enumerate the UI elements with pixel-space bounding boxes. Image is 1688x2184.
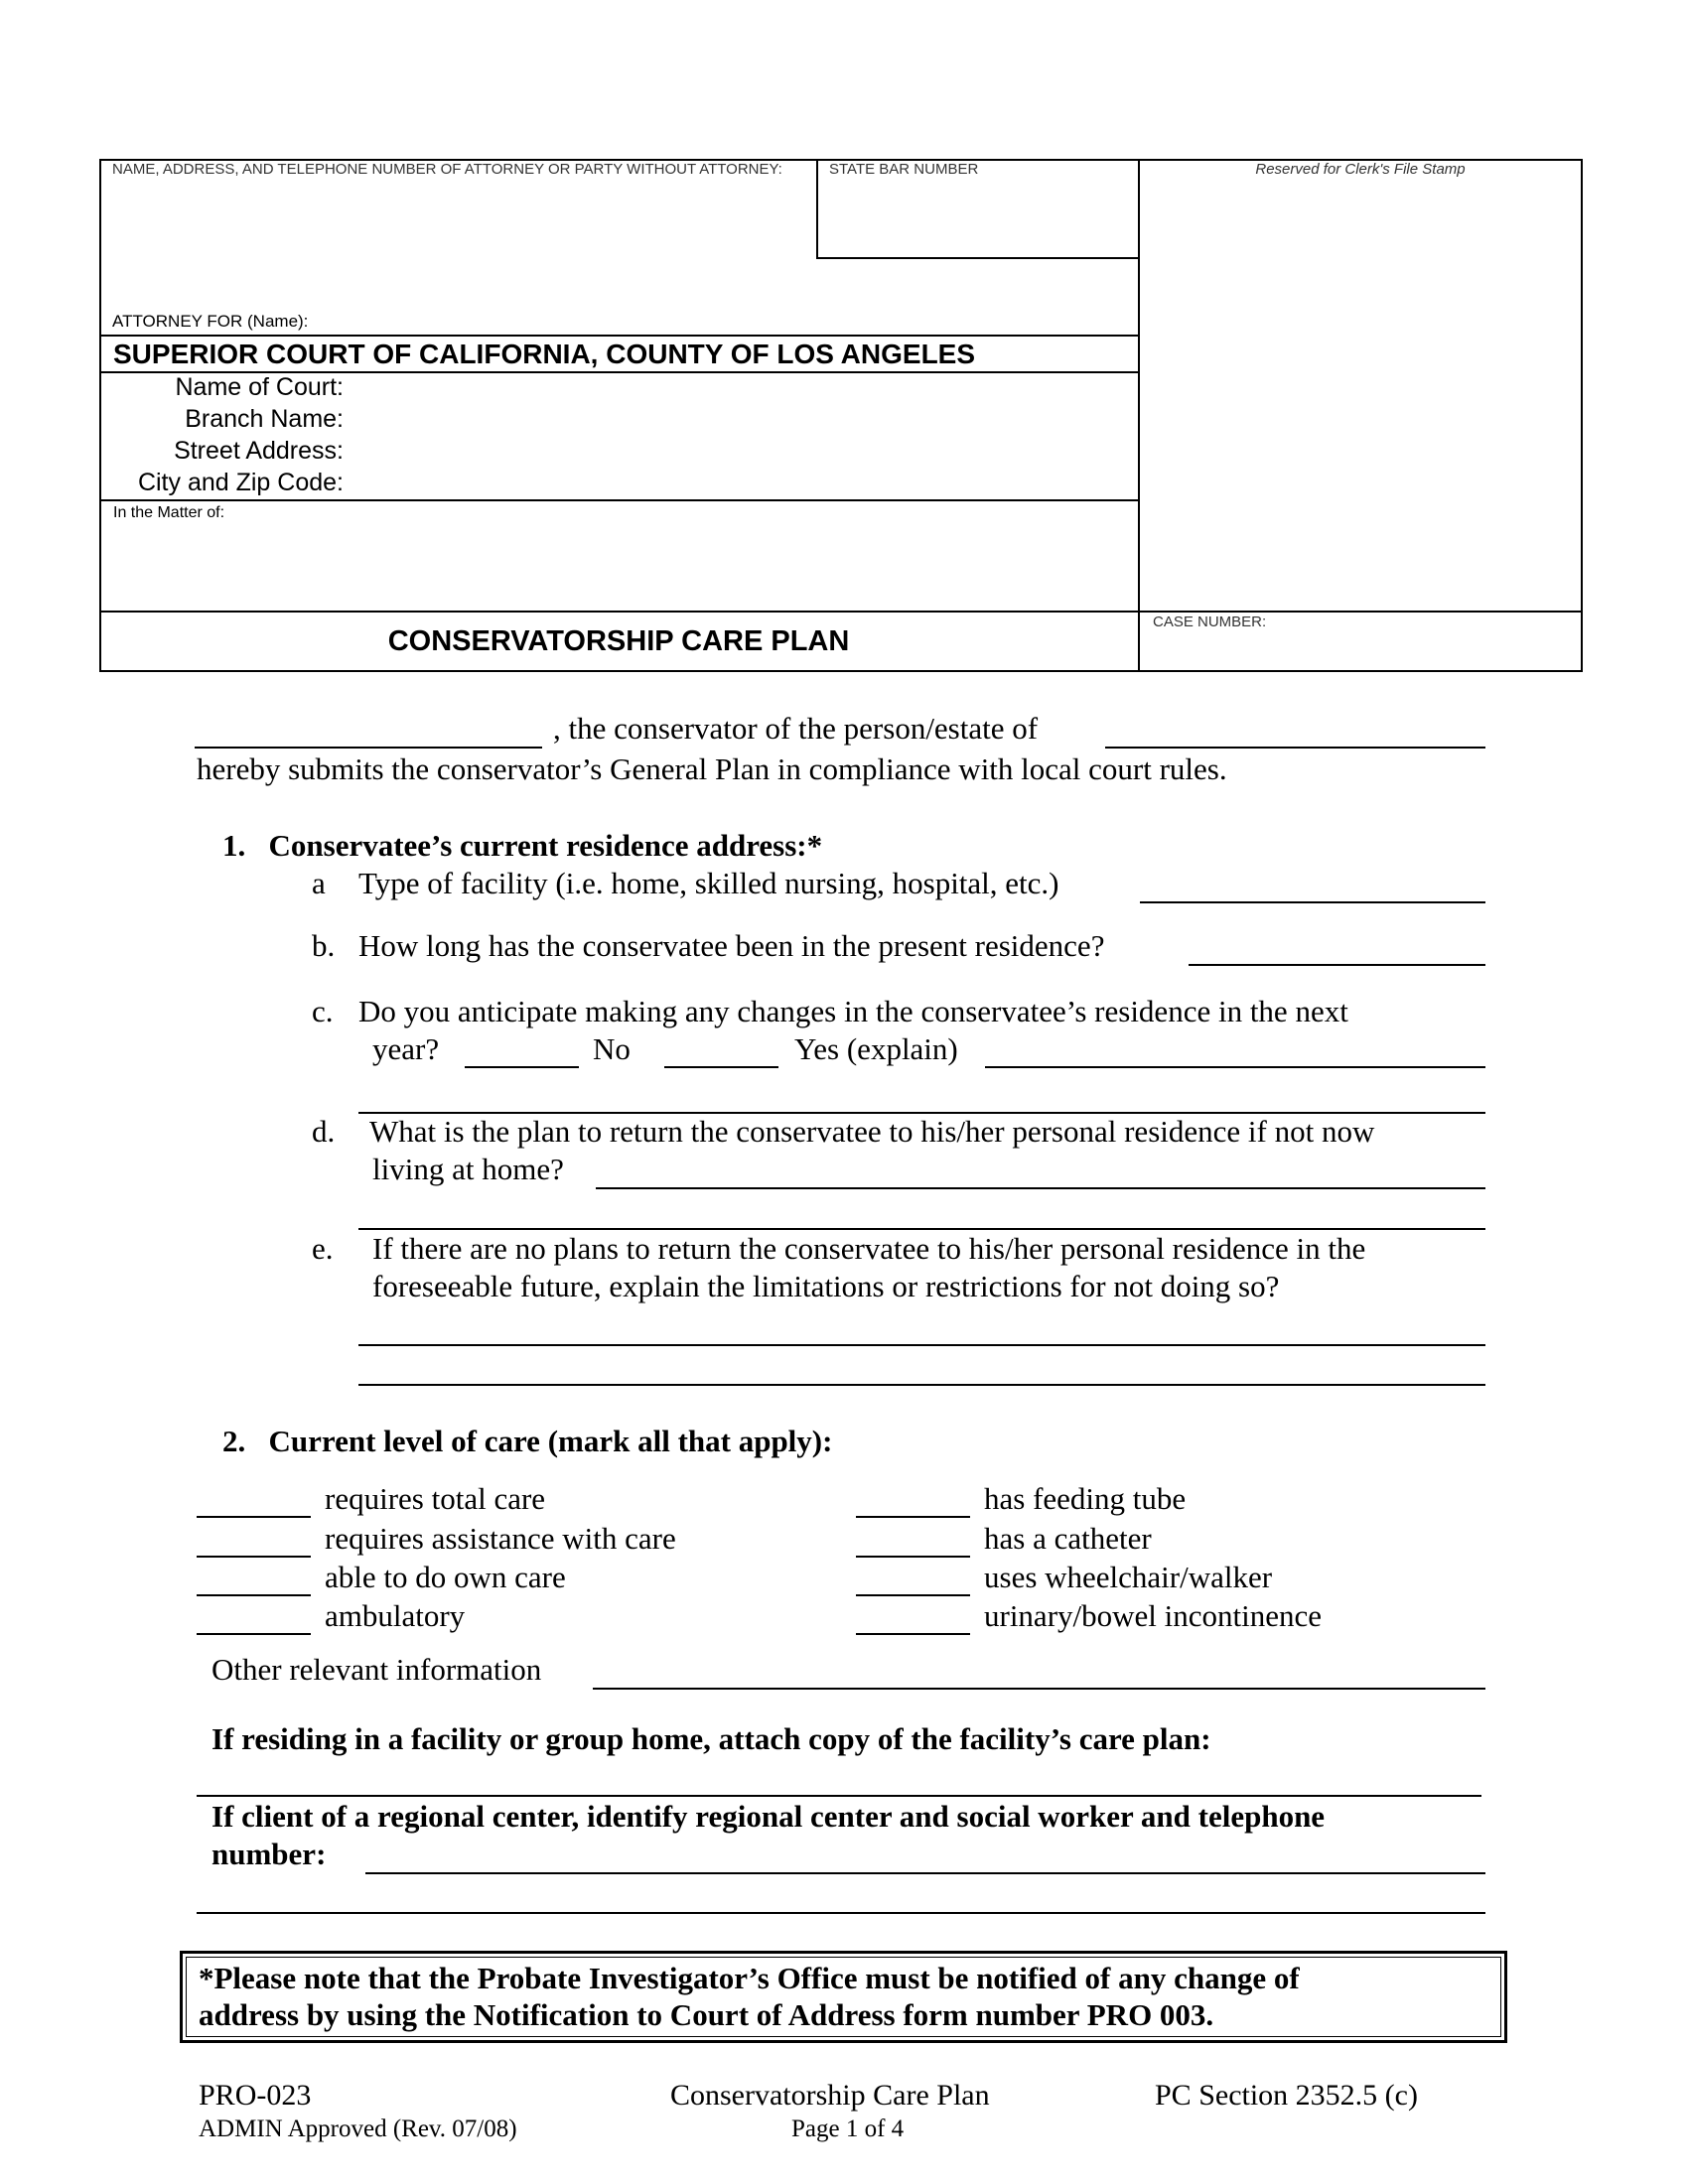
care-option-right-2: uses wheelchair/walker (984, 1560, 1273, 1594)
state-bar-divider (816, 159, 818, 258)
item-e-letter: e. (312, 1231, 334, 1266)
title-row-top-line (99, 611, 1583, 613)
intro-line1: , the conservator of the person/estate of (553, 711, 1039, 746)
facility-care-plan-field[interactable] (197, 1795, 1481, 1797)
attorney-for-label: ATTORNEY FOR (Name): (112, 312, 309, 331)
change-no-field[interactable] (465, 1066, 579, 1068)
care-checkbox-right-3[interactable] (856, 1633, 970, 1635)
other-info-field[interactable] (593, 1688, 1485, 1690)
form-title: CONSERVATORSHIP CARE PLAN (387, 625, 850, 657)
intro-line2: hereby submits the conservator’s General Plan in compliance with local court rules. (197, 751, 1227, 786)
care-checkbox-right-2[interactable] (856, 1594, 970, 1596)
item-d-text1: What is the plan to return the conservatee to his/her personal residence if not now (369, 1114, 1375, 1149)
regional-center-line1: If client of a regional center, identify regional center and social worker and telephone (211, 1799, 1326, 1834)
section1-heading: 1. Conservatee’s current residence address:* (222, 828, 823, 863)
street-address-label: Street Address: (174, 437, 344, 465)
notice-line2: address by using the Notification to Court of Address form number PRO 003. (199, 1997, 1214, 2032)
care-option-left-3: ambulatory (325, 1598, 466, 1633)
limitations-field-2[interactable] (358, 1384, 1485, 1386)
item-a-text: Type of facility (i.e. home, skilled nursing, hospital, etc.) (358, 866, 1059, 900)
care-checkbox-right-0[interactable] (856, 1516, 970, 1518)
footer-title: Conservatorship Care Plan (670, 2079, 990, 2112)
regional-center-field[interactable] (365, 1872, 1485, 1874)
caption-divider-vertical (1138, 159, 1140, 672)
change-yes-label: Yes (explain) (794, 1031, 958, 1066)
care-option-right-3: urinary/bowel incontinence (984, 1598, 1323, 1633)
court-title-top-line (99, 335, 1140, 337)
item-d-text2: living at home? (372, 1152, 564, 1186)
footer-form-number: PRO-023 (199, 2079, 312, 2112)
footer-page: Page 1 of 4 (791, 2116, 905, 2142)
regional-center-field-2[interactable] (197, 1912, 1485, 1914)
care-checkbox-left-2[interactable] (197, 1594, 311, 1596)
item-d-letter: d. (312, 1114, 336, 1149)
care-checkbox-left-0[interactable] (197, 1516, 311, 1518)
change-explain-field[interactable] (985, 1066, 1485, 1068)
care-option-right-0: has feeding tube (984, 1481, 1187, 1516)
state-bar-bottom (816, 257, 1140, 259)
care-checkbox-left-3[interactable] (197, 1633, 311, 1635)
item-e-text1: If there are no plans to return the conservatee to his/her personal residence in the (372, 1231, 1366, 1266)
regional-center-line2: number: (211, 1837, 327, 1871)
care-option-left-0: requires total care (325, 1481, 546, 1516)
care-checkbox-left-1[interactable] (197, 1556, 311, 1558)
footer-admin: ADMIN Approved (Rev. 07/08) (199, 2116, 517, 2142)
notice-line1: *Please note that the Probate Investigator’s Office must be notified of any change of (199, 1961, 1300, 1995)
branch-name-label: Branch Name: (185, 405, 344, 433)
city-zip-label: City and Zip Code: (137, 469, 344, 496)
item-a-letter: a (312, 866, 326, 900)
residence-duration-field[interactable] (1189, 964, 1485, 966)
facility-type-field[interactable] (1140, 901, 1485, 903)
attorney-label: NAME, ADDRESS, AND TELEPHONE NUMBER OF ATTORNEY OR PARTY WITHOUT ATTORNEY: (112, 161, 782, 178)
item-e-text2: foreseeable future, explain the limitations or restrictions for not doing so? (372, 1269, 1280, 1303)
footer-pc-section: PC Section 2352.5 (c) (1155, 2079, 1418, 2112)
other-info-label: Other relevant information (211, 1652, 542, 1687)
facility-care-plan-note: If residing in a facility or group home, attach copy of the facility’s care plan: (211, 1721, 1211, 1756)
conservatee-name-field[interactable] (1105, 747, 1485, 749)
case-number-label: CASE NUMBER: (1153, 614, 1267, 630)
care-checkbox-right-1[interactable] (856, 1556, 970, 1558)
name-of-court-label: Name of Court: (175, 373, 344, 401)
item-b-letter: b. (312, 928, 336, 963)
item-c-letter: c. (312, 994, 334, 1028)
care-option-left-1: requires assistance with care (325, 1521, 676, 1556)
in-the-matter-label: In the Matter of: (113, 504, 225, 521)
care-option-left-2: able to do own care (325, 1560, 566, 1594)
clerk-stamp-label: Reserved for Clerk's File Stamp (1255, 161, 1466, 178)
section2-heading: 2. Current level of care (mark all that apply): (222, 1424, 833, 1458)
item-c-text1: Do you anticipate making any changes in the conservatee’s residence in the next (358, 994, 1348, 1028)
return-plan-field[interactable] (596, 1187, 1485, 1189)
court-title: SUPERIOR COURT OF CALIFORNIA, COUNTY OF LOS ANGELES (113, 339, 976, 369)
item-b-text: How long has the conservatee been in the present residence? (358, 928, 1105, 963)
change-no-label: No (593, 1031, 631, 1066)
limitations-field[interactable] (358, 1344, 1485, 1346)
state-bar-label: STATE BAR NUMBER (829, 161, 979, 178)
court-info-bottom-line (99, 499, 1140, 501)
conservator-name-field[interactable] (195, 747, 542, 749)
item-c-text2: year? (372, 1031, 440, 1066)
care-option-right-1: has a catheter (984, 1521, 1152, 1556)
change-yes-field[interactable] (664, 1066, 778, 1068)
return-plan-field-2[interactable] (358, 1228, 1485, 1230)
